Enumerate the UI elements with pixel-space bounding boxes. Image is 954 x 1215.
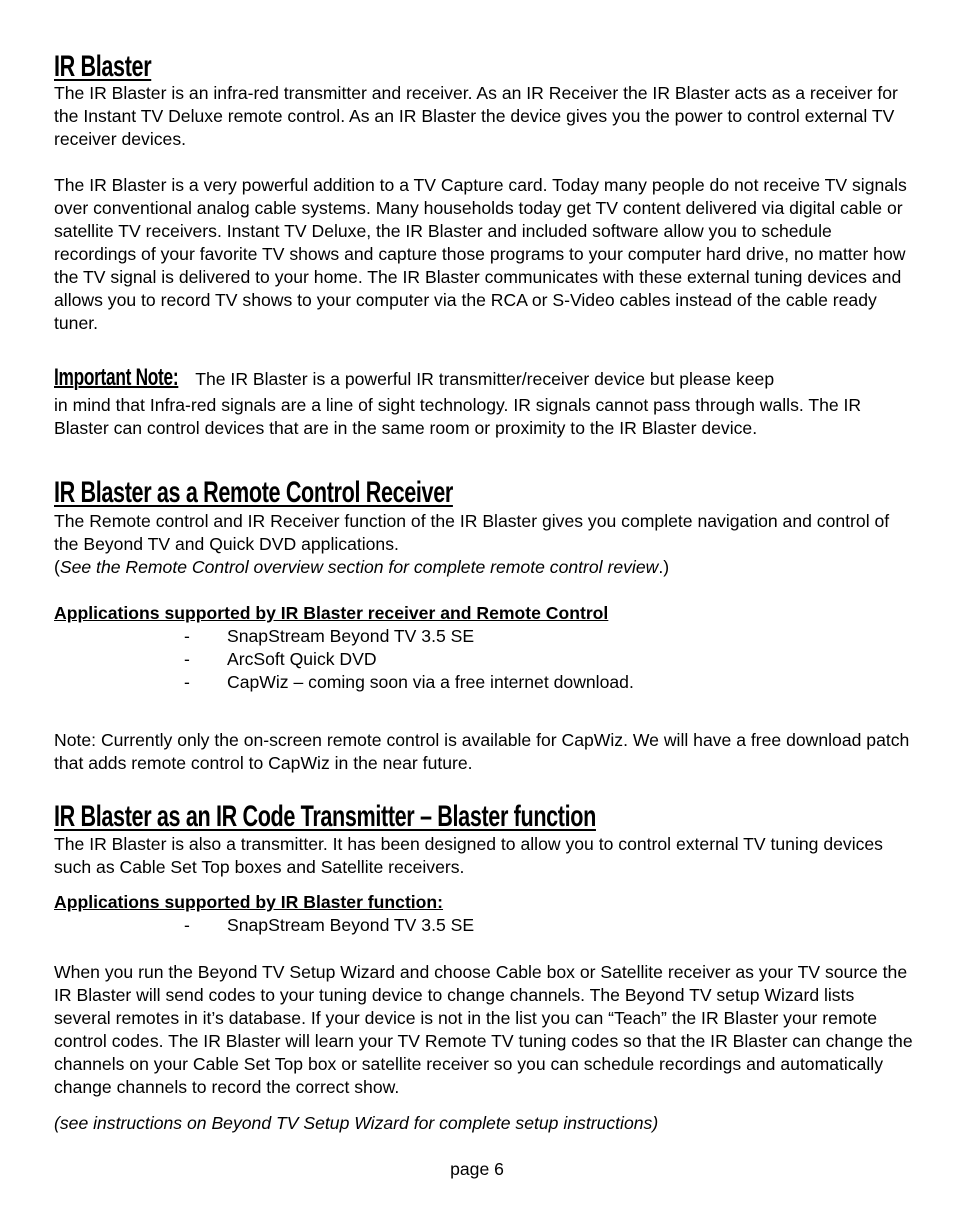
important-note-text-start: The IR Blaster is a powerful IR transmitter/receiver device but please keep (190, 369, 775, 389)
transmitter-paragraph: The IR Blaster is also a transmitter. It has been designed to allow you to control external TV tuning devices such as Cable Set Top boxes and Satellite receivers. (54, 834, 883, 877)
important-note-label: Important Note: (54, 364, 179, 391)
heading-code-transmitter: IR Blaster as an IR Code Transmitter – Blaster function (54, 800, 596, 833)
intro-paragraph: The IR Blaster is an infra-red transmitter and receiver. As an IR Receiver the IR Blaster acts as a receiver for the Instant TV Deluxe remote control. As an IR Blaster the device gives you the power to control external TV receiver devices. (54, 83, 898, 149)
capture-paragraph: The IR Blaster is a very powerful addition to a TV Capture card. Today many people do not receive TV signals over conventional analog cable systems. Many households today get TV content delivered via digital cable or satellite TV receivers. Instant TV Deluxe, the IR Blaster and included software allow you to schedule recordings of your favorite TV shows and capture those programs to your computer hard drive, no matter how the TV signal is delivered to your home. The IR Blaster communicates with these external tuning devices and allows you to record TV shows to your computer via the RCA or S-Video cables instead of the cable ready tuner. (54, 175, 907, 333)
capwiz-note: Note: Currently only the on-screen remote control is available for CapWiz. We will have a free download patch that adds remote control to CapWiz in the near future. (54, 730, 910, 773)
heading-remote-receiver: IR Blaster as a Remote Control Receiver (54, 476, 453, 509)
reference-italic: See the Remote Control overview section for complete remote control review (59, 557, 659, 577)
heading-ir-blaster: IR Blaster (54, 50, 152, 83)
important-note-line (54, 366, 914, 391)
page-number: page 6 (450, 1159, 504, 1179)
receiver-paragraph: The Remote control and IR Receiver function of the IR Blaster gives you complete navigation and control of the Beyond TV and Quick DVD applications. (54, 511, 890, 554)
important-note-text: in mind that Infra-red signals are a line of sight technology. IR signals cannot pass through walls. The IR Blaster can control devices that are in the same room or proximity to the IR Blaster device. (54, 395, 862, 438)
manual-page: IR Blaster The IR Blaster is an infra-red transmitter and receiver. As an IR Receiver the IR Blaster acts as a receiver for the Instant TV Deluxe remote control. As an IR Blaster the device gives you the power to control external TV receiver devices. The IR Blaster is a very powerful addition to a TV Capture card. Today many people do not receive TV signals over conventional analog cable systems. Many households today get TV content delivered via digital cable or satellite TV receivers. Instant TV Deluxe, the IR Blaster and included software allow you to schedule recordings of your favorite TV shows and capture those programs to your computer hard drive, no matter how the TV signal is delivered to your home. The IR Blaster communicates with these external tuning devices and allows you to record TV shows to your computer via the RCA or S-Video cables instead of the cable ready tuner. Important Note: The IR Blaster is a powerful IR transmitter/receiver device but please keep in mind that Infra-red signals are a line of sight technology. IR signals cannot pass through walls. The IR Blaster can control devices that are in the same room or proximity to the IR Blaster device. IR Blaster as a Remote Control Receiver The Remote control and IR Receiver function of the IR Blaster gives you complete navigation and control of the Beyond TV and Quick DVD applications. (See the Remote Control overview section for complete remote control review.) Applications supported by IR Blaster receiver and Remote Control - SnapStream Beyond TV 3.5 SE - ArcSoft Quick DVD - CapWiz – coming soon via a free internet download. Note: Currently only the on-screen remote control is available for CapWiz. We will have a free download patch that adds remote control to CapWiz in the near future. IR Blaster as an IR Code Transmitter – Blaster function The IR Blaster is also a transmitter. It has been designed to allow you to control external TV tuning devices such as Cable Set Top boxes and Satellite receivers. Applications supported by IR Blaster function: - SnapStream Beyond TV 3.5 SE When you run the Beyond TV Setup Wizard and choose Cable box or Satellite receiver as your TV source the IR Blaster will send codes to your tuning device to change channels. The Beyond TV setup Wizard lists several remotes in it’s database. If your device is not in the list you can “Teach” the IR Blaster your remote control codes. The IR Blaster will learn your TV Remote TV tuning codes so that the IR Blaster can change the channels on your Cable Set Top box or satellite receiver so you can schedule recordings and automatically change channels to record the correct show. (see instructions on Beyond TV Setup Wizard for complete setup instructions) page 6 (0, 0, 954, 1215)
receiver-apps-title: Applications supported by IR Blaster receiver and Remote Control (54, 603, 609, 623)
setup-wizard-paragraph: When you run the Beyond TV Setup Wizard and choose Cable box or Satellite receiver as your TV source the IR Blaster will send codes to your tuning device to change channels. The Beyond TV setup Wizard lists several remotes in it’s database. If your device is not in the list you can “Teach” the IR Blaster your remote control codes. The IR Blaster will learn your TV Remote TV tuning codes so that the IR Blaster can change the channels on your Cable Set Top box or satellite receiver so you can schedule recordings and automatically change channels to record the correct show. (54, 962, 913, 1097)
setup-instructions-footnote: (see instructions on Beyond TV Setup Wizard for complete setup instructions) (54, 1113, 659, 1133)
remote-overview-reference: (See the Remote Control overview section for complete remote control review.) (54, 557, 670, 577)
blaster-apps-title: Applications supported by IR Blaster function: (54, 892, 444, 912)
